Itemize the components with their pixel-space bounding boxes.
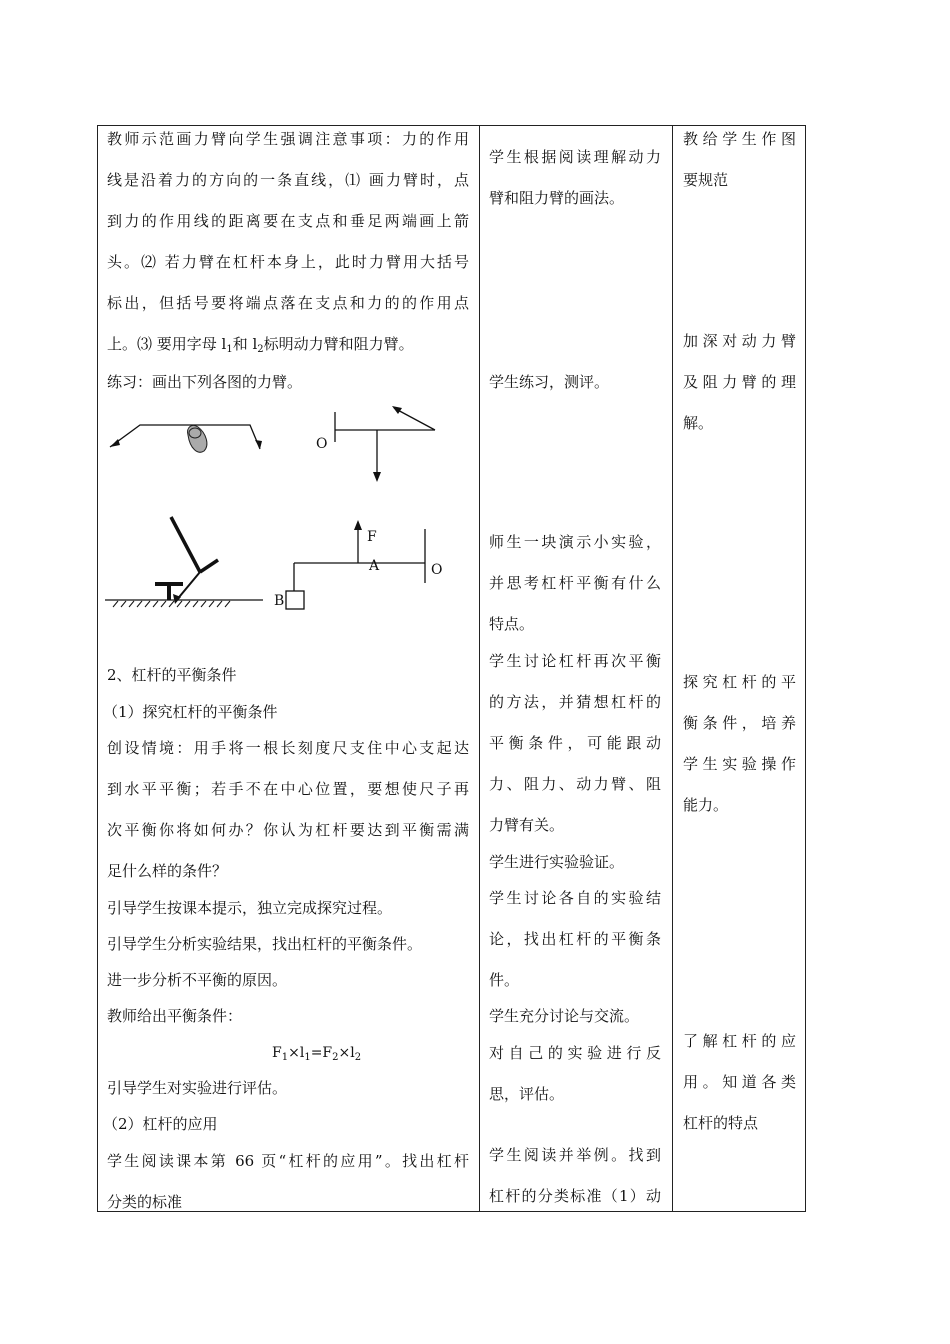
intro-text-end: 标明动力臂和阻力臂。 bbox=[263, 335, 414, 353]
fig4-force-label: F bbox=[367, 529, 377, 545]
application-line: 学生阅读课本第 66 页“杠杆的应用”。找出杠杆 bbox=[107, 1152, 469, 1170]
student-line: 学生充分讨论与交流。 bbox=[489, 1007, 640, 1025]
evaluate-line: 引导学生对实验进行评估。 bbox=[107, 1079, 288, 1097]
guide-line: 引导学生按课本提示，独立完成探究过程。 bbox=[107, 899, 393, 917]
formula-times: ×l bbox=[288, 1045, 305, 1061]
student-line: 力、阻力、动力臂、阻 bbox=[489, 775, 661, 793]
teacher-gives-line: 教师给出平衡条件： bbox=[107, 1007, 243, 1025]
student-line: 臂和阻力臂的画法。 bbox=[489, 189, 625, 207]
intro-text: 上。⑶ 要用字母 l bbox=[107, 335, 227, 353]
lever-figure-4 bbox=[270, 515, 450, 615]
intro-line: 到力的作用线的距离要在支点和垂足两端画上箭 bbox=[107, 212, 469, 230]
student-line: 力臂有关。 bbox=[489, 816, 565, 834]
fig4-pivot-label: O bbox=[431, 562, 443, 578]
intent-line: 加深对动力臂 bbox=[683, 332, 796, 350]
scenario-line: 创设情境：用手将一根长刻度尺支住中心支起达 bbox=[107, 739, 469, 757]
formula-f1: F bbox=[272, 1045, 282, 1061]
guide-line: 引导学生分析实验结果，找出杠杆的平衡条件。 bbox=[107, 935, 423, 953]
student-line: 思，评估。 bbox=[489, 1085, 565, 1103]
subscript-2: 2 bbox=[257, 344, 264, 355]
intent-line: 探究杠杆的平 bbox=[683, 673, 796, 691]
section-heading: 2、杠杆的平衡条件 bbox=[107, 666, 237, 684]
intro-text-mid: 和 l bbox=[232, 335, 258, 353]
column-divider-1 bbox=[479, 126, 480, 1211]
intent-line: 及阻力臂的理 bbox=[683, 373, 796, 391]
intro-line: 教师示范画力臂向学生强调注意事项：力的作用 bbox=[107, 130, 469, 148]
lever-figure-1 bbox=[100, 405, 275, 465]
student-line: 学生阅读并举例。找到 bbox=[489, 1146, 661, 1164]
intent-line: 能力。 bbox=[683, 796, 729, 814]
intent-line: 学生实验操作 bbox=[683, 755, 796, 773]
student-line: 师生一块演示小实验， bbox=[489, 533, 661, 551]
intro-line: 头。⑵ 若力臂在杠杆本身上，此时力臂用大括号 bbox=[107, 253, 469, 271]
balance-formula bbox=[272, 1043, 361, 1063]
student-line: 杠杆的分类标准（1）动 bbox=[489, 1187, 661, 1205]
student-line: 对自己的实验进行反 bbox=[489, 1044, 661, 1062]
student-line: 论，找出杠杆的平衡条 bbox=[489, 930, 661, 948]
application-line: 分类的标准 bbox=[107, 1193, 183, 1211]
intent-line: 了解杠杆的应 bbox=[683, 1032, 796, 1050]
intent-line: 衡条件，培养 bbox=[683, 714, 796, 732]
formula-times: ×l bbox=[338, 1045, 355, 1061]
scenario-line: 足什么样的条件？ bbox=[107, 862, 228, 880]
subsection-heading: （1）探究杠杆的平衡条件 bbox=[103, 703, 278, 721]
guide-line: 进一步分析不平衡的原因。 bbox=[107, 971, 288, 989]
student-line: 件。 bbox=[489, 971, 520, 989]
lever-figure-3 bbox=[103, 512, 268, 612]
intro-line: 标出，但括号要将端点落在支点和力的的作用点 bbox=[107, 294, 469, 312]
student-line: 特点。 bbox=[489, 615, 535, 633]
fig2-pivot-label: O bbox=[316, 436, 328, 452]
lever-figure-2 bbox=[310, 402, 445, 487]
formula-equals: =F bbox=[310, 1045, 333, 1061]
intent-line: 解。 bbox=[683, 414, 714, 432]
intro-line: 线是沿着力的方向的一条直线，⑴ 画力臂时，点 bbox=[107, 171, 469, 189]
formula-sub: 1 bbox=[281, 1052, 289, 1063]
formula-sub: 2 bbox=[332, 1052, 339, 1063]
student-line: 学生讨论杠杆再次平衡 bbox=[489, 652, 661, 670]
intent-line: 用。知道各类 bbox=[683, 1073, 796, 1091]
intent-line: 要规范 bbox=[683, 171, 729, 189]
student-line: 学生根据阅读理解动力 bbox=[489, 148, 661, 166]
formula-sub: 1 bbox=[304, 1052, 311, 1063]
student-line: 学生讨论各自的实验结 bbox=[489, 889, 661, 907]
student-line: 的方法，并猜想杠杆的 bbox=[489, 693, 661, 711]
subsection-heading: （2）杠杆的应用 bbox=[103, 1115, 218, 1133]
scenario-line: 到水平平衡；若手不在中心位置，要想使尺子再 bbox=[107, 780, 469, 798]
scenario-line: 次平衡你将如何办？你认为杠杆要达到平衡需满 bbox=[107, 821, 469, 839]
student-line: 学生练习，测评。 bbox=[489, 373, 610, 391]
student-line: 平衡条件，可能跟动 bbox=[489, 734, 661, 752]
intent-line: 教给学生作图 bbox=[683, 130, 796, 148]
formula-sub: 2 bbox=[354, 1052, 362, 1063]
student-line: 学生进行实验验证。 bbox=[489, 853, 625, 871]
fig4-point-b-label: B bbox=[274, 593, 285, 609]
intro-line-with-subscripts bbox=[107, 334, 414, 354]
exercise-prompt: 练习：画出下列各图的力臂。 bbox=[107, 373, 303, 391]
student-line: 并思考杠杆平衡有什么 bbox=[489, 574, 661, 592]
intent-line: 杠杆的特点 bbox=[683, 1114, 759, 1132]
column-divider-2 bbox=[672, 126, 673, 1211]
subscript-1: 1 bbox=[226, 344, 233, 355]
fig4-point-a-label: A bbox=[369, 558, 380, 574]
